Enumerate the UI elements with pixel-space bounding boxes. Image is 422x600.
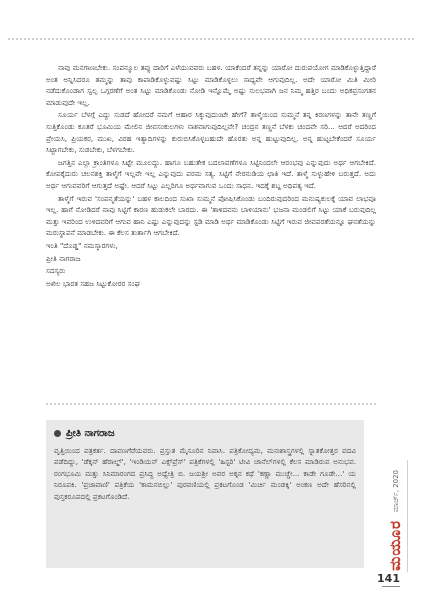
bullet-icon: [54, 430, 61, 437]
sidebar-rule: [407, 460, 408, 572]
paragraph: ಜಗತ್ತಿನ ಎಲ್ಲಾ ಕ್ರಾಂತಿಗಳೂ ಸಿಟ್ಟೇ ಮೂಲದ್ದು. ಹಾಗೂ ಬಹುತೇಕ ಬದಲಾವಣೆಗಳೂ ಸಿಟ್ಟಿನಿಂದಲೇ ಆರಂಭವು ಎನ್ನುವುದು ಅರ್ಥ ಆಗಬೇಕಿದೆ. ಕೋಪಕ್ಕೆದುರು ಚಲನಶಕ್ತಿ ತಾಳ್ಮೆಗೆ ಇಲ್ಲವೇ ಇಲ್ಲ ಎನ್ನುವುದು ಪರಮ ಸತ್ಯ. ಸಿಟ್ಟಿಗೆ ನೇರನುಡಿಯ ಛಾತಿ ಇದೆ. ತಾಳ್ಮೆ ಸುಳ್ಳುಹೇಳಿ ಬರುತ್ತದೆ. ಅದು ಅರ್ಥ ಆಗುವವರಿಗೆ ಆಗುತ್ತದೆ ಅಷ್ಟೇ. ಆದರೆ ಸಿಟ್ಟು ಎಲ್ಲರಿಗೂ ಅರ್ಥವಾಗುವ ಒಂದು ಸಾಧನ. ಇದಕ್ಕೆ ಶಬ್ದ ಅಧಿಪತ್ಯ ಇದೆ.: [46, 157, 376, 190]
author-bio-box: [46, 420, 364, 568]
top-divider: [8, 38, 414, 40]
section-divider: [46, 403, 376, 405]
signature-line: ಸದಸ್ಯರು: [46, 266, 66, 276]
page-number: 141: [377, 572, 400, 585]
signature-line: ಅಖಿಲ ಭಾರತ ಸಹಜ ಸಿಟ್ಟುಕೋರರ ಸಂಘ: [46, 278, 141, 288]
page-number-underline: [382, 586, 400, 587]
issue-date: ಮಾರ್ಚ್, 2020: [392, 470, 400, 513]
signature-line: ಪ್ರೀತಿ ನಾಗರಾಜ: [46, 253, 81, 263]
paragraph: ಸೂರ್ಯ ಬೆಳಗ್ಗೆ ಎದ್ದು ಸುಡದೆ ಹೋದರೆ ನಮಗೆ ಆಹಾರ ಸಿಕ್ಕುವುದುಂಟೇ ಹೇಗೆ? ತಾಳ್ಮೆಯಿಂದ ಸುಮ್ಮನೆ ತನ್ನ ಕಿರಣಗಳನ್ನು ತಾನೇ ತಣ್ಣಗೆ ಸುತ್ತಿಕೊಂಡು ಕೂತರೆ ಭೂಮಿಯ ಮೇಲಿನ ಜೀವಸಂಕುಲಗಳು ನಾಶವಾಗುವುದಿಲ್ಲವೇ? ಚಂದ್ರನ ತಣ್ಣನೆ ಬೆಳಕು ಚಂದವೇ ಸರಿ... ಆದರೆ ಅದರಿಂದ ಪ್ರೇಯಸಿ, ಪ್ರಿಯಕರ, ಮುಖ, ವಿರಹ ಇತ್ಯಾದಿಗಳನ್ನು ಕುರುಬಿಸಿಕೊಳ್ಳಬಹುದೇ ಹೊರತು ಅನ್ನ ಹುಟ್ಟುವುದಿಲ್ಲ. ಅನ್ನ ಹುಟ್ಟಬೇಕೆಂದರೆ ಸೂರ್ಯ ಸಿಟ್ಟಾಗಬೇಕು, ಸುಡಬೇಕು, ಬೆಳಗಬೇಕು.: [46, 110, 376, 155]
article-body: [46, 62, 376, 289]
paragraph: ನಾವು ಮನಗಾಣಬೇಕು. ಸಂಪನ್ಮೂಲ ತಪ್ಪು ದಾರಿಗೆ ಎಳೆಯುವವರು ಬಹಳ. ಯಾಕೆಂದರೆ ತನ್ನನ್ನು ಯಾರೋ ದುರುಪಯೋಗ ಮಾಡಿಕೊಳ್ಳುತ್ತಿದ್ದಾರೆ ಅಂತ ಅನ್ನಿಸಿದರೂ ತಮ್ಮನ್ನು ತಾವು ಕಾಪಾಡಿಕೊಳ್ಳುವಷ್ಟು ಸಿಟ್ಟು ಮಾಡಿಕೊಳ್ಳಲು ಸಾಧ್ಯವೇ ಆಗುವುದಿಲ್ಲ. ಅದೇ ಯಾರೋ ಮಿತಿ ಮೀರಿ ನಡೆದುಕೊಂಡಾಗ ಸ್ವಲ್ಪ ಒಗ್ಗರಣೆಗೆ ಅಂತ ಸಿಟ್ಟು ಮಾಡಿಕೊಂಡು ನೋಡಿ ಇನ್ನೊಮ್ಮೆ ಅಷ್ಟು ಸುಲಭವಾಗಿ ಜನ ನಿಮ್ಮ ಹತ್ತಿರ ಬಂದು ಅಧಿಕಪ್ರಸಂಗತನ ಮಾಡುವುದೇ ಇಲ್ಲ.: [46, 63, 376, 107]
magazine-logo: ಮಯೂರ: [386, 520, 404, 571]
author-name: ಪ್ರೀತಿ ನಾಗರಾಜ: [66, 428, 115, 439]
author-bio-heading: [54, 428, 356, 439]
signature-line: ಇಂತಿ "ದೊಡ್ಡ" ನಮಸ್ಕಾರಗಳು,: [46, 240, 118, 250]
author-bio-text: ವೃತ್ತಿಯಿಂದ ಪತ್ರಕರ್ತ. ದಾವಣಗೆರೆಯವರು. ಪ್ರಸ್ತುತ ಮೈಸೂರಿನ ನಿವಾಸಿ. ಪತ್ರಿಕೋದ್ಯಮ, ಮನಃಶಾಸ್ತ್ರಗಳಲ್ಲಿ ಸ್ನಾತಕೋತ್ತರ ಪದವಿ ಪಡೆದಿದ್ದು, 'ಡೆಕ್ಕನ್ ಹೆರಾಲ್ಡ್', 'ಇಂಡಿಯನ್ ಎಕ್ಸ್‌ಪ್ರೆಸ್' ಪತ್ರಿಕೆಗಳಲ್ಲಿ 'ಹಿಸ್ಟರಿ' ಟೀವಿ ಚಾನೆಲ್‌ಗಳಲ್ಲಿ ಕೆಲಸ ಮಾಡಿರುವ ಅನುಭವ. ರಂಗಭೂಮಿ ಮತ್ತು ಸಿನಿಮಾರಂಗದ ಪ್ರಸಿದ್ಧ ಅಧ್ಯೇತ್ರಿ ಬಿ. ಜಯಶ್ರೀ ಅವರ ಅಕ್ಕನ ಕಥೆ 'ಕಣ್ಣಾ ಮುಚ್ಚೇ... ಕಾಡೇ ಗೂಡೇ...' ಯ ನಿರೂಪಕಿ. 'ಪ್ರಜಾವಾಣಿ' ಪತ್ರಿಕೆಯ 'ಕಾಮನಬಿಲ್ಲು' ಪುರವಣಿಯಲ್ಲಿ ಪ್ರಕಟಗೊಂಡ 'ಮಿರ್ಚಿ ಮಂಡಕ್ಕಿ' ಅಂಕಣ ಅದೇ ಹೆಸರಿನಲ್ಲಿ ಪುಸ್ತಕರೂಪದಲ್ಲಿ ಪ್ರಕಟಗೊಂಡಿದೆ.: [54, 446, 356, 501]
paragraph: ತಾಳ್ಮೆಗೆ ಇರುವ 'ಸಂಪನ್ಮತೆಯನ್ನು' ಬಹಳ ಕಾಲದಿಂದ ಸುಖಾ ಸುಮ್ಮನೆ ಪೋಷಿಸಿಕೊಂಡು ಬಂದಿರುವುದರಿಂದ ಮನುಷ್ಯಕುಲಕ್ಕೆ ಯಾವ ಲಾಭವೂ ಇಲ್ಲ. ಹಾಗೆ ನೋಡಿದರೆ ನಾವು ಸಿಟ್ಟಿಗೆ ಕಾರಣ ಹುಡುಕಲೇ ಬಾರದು. ಈ 'ತಾಳಿದವನು ಬಾಳಿಯಾನು' ಭಜನಾ ಮಂಡಲಿಗೆ ಸಿಟ್ಟು ಯಾಕೆ ಬರುವುದಿಲ್ಲ ಮತ್ತು ಇವರಿಂದ ಉಳಿದವರಿಗೆ ಆಗುವ ಹಾನಿ ಎಷ್ಟು ಎನ್ನುವುದನ್ನು ಸ್ಟಡಿ ಮಾಡಿ ಅರ್ಥ ಮಾಡಿಕೊಂಡು ಸಿಟ್ಟಿಗೆ ಇರುವ ಜೀವಪರತೆಯನ್ನೂ ಘನತೆಯನ್ನು ಮರುಸ್ಥಾಪನೆ ಮಾಡಬೇಕು. ಈ ಕೆಲಸ ತುರ್ತಾಗಿ ಆಗಬೇಕಿದೆ.: [46, 193, 376, 238]
